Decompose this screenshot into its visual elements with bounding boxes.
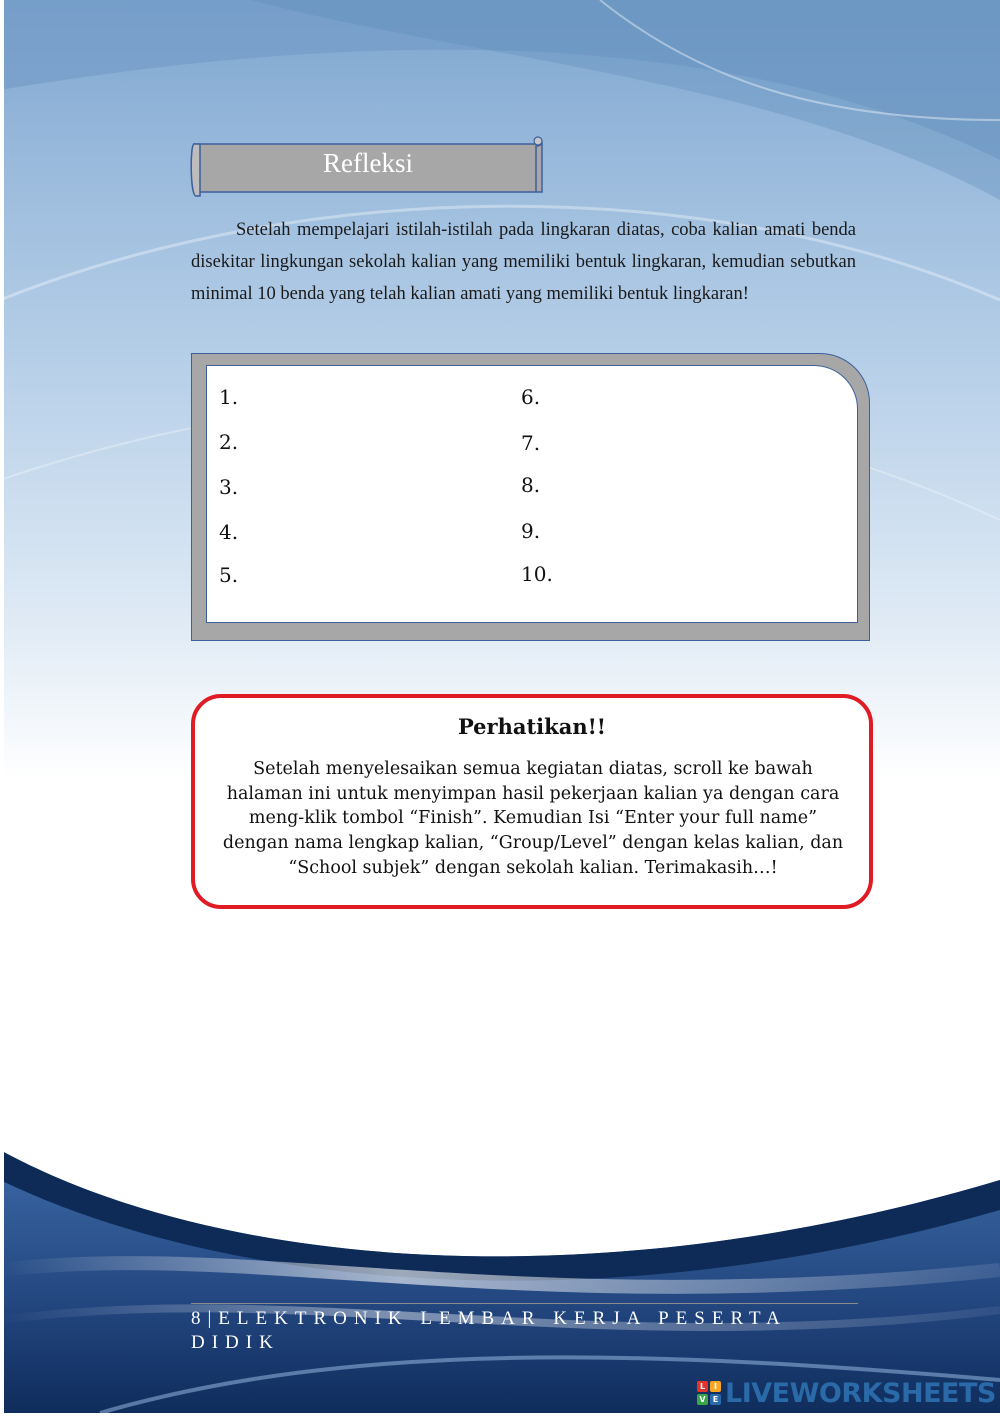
answer-item: 8. bbox=[521, 473, 541, 497]
answer-item: 4. bbox=[219, 520, 239, 544]
notice-line: dengan nama lengkap kalian, “Group/Level” dengan kelas kalian, dan bbox=[222, 833, 844, 854]
notice-title: Perhatikan!! bbox=[457, 714, 607, 739]
footer-wave-background bbox=[0, 1120, 1000, 1413]
notice-body bbox=[220, 757, 846, 881]
section-title: Refleksi bbox=[323, 148, 413, 178]
answer-item: 7. bbox=[521, 431, 541, 455]
answer-item: 3. bbox=[219, 475, 239, 499]
notice-line: halaman ini untuk menyimpan hasil pekerjaan kalian ya dengan cara bbox=[226, 783, 840, 804]
answer-item: 10. bbox=[521, 562, 553, 586]
footer-page-label: 8|ELEKTRONIK LEMBAR KERJA PESERTA DIDIK bbox=[191, 1308, 786, 1353]
answer-item: 1. bbox=[219, 385, 239, 409]
liveworksheets-logo bbox=[697, 1377, 996, 1409]
liveworksheets-logo-icon: L I V E bbox=[697, 1381, 721, 1405]
notice-line: meng-klik tombol “Finish”. Kemudian Isi “Enter your full name” bbox=[248, 808, 818, 829]
answer-item: 2. bbox=[219, 430, 239, 454]
page-edge bbox=[0, 0, 4, 1413]
instruction-paragraph: Setelah mempelajari istilah-istilah pada lingkaran diatas, coba kalian amati benda disekitar lingkungan sekolah kalian yang memiliki bentuk lingkaran, kemudian sebutkan minimal 10 benda yang telah kalian amati yang memiliki bentuk lingkaran! bbox=[191, 220, 856, 304]
liveworksheets-logo-text: LIVEWORKSHEETS bbox=[725, 1377, 996, 1409]
answer-item: 9. bbox=[521, 519, 541, 543]
answer-item: 5. bbox=[219, 563, 239, 587]
notice-line: Setelah menyelesaikan semua kegiatan diatas, scroll ke bawah bbox=[253, 759, 813, 779]
footer-divider bbox=[191, 1303, 858, 1304]
answer-item: 6. bbox=[521, 385, 541, 409]
notice-line: “School subjek” dengan sekolah kalian. Terimakasih…! bbox=[288, 857, 778, 878]
